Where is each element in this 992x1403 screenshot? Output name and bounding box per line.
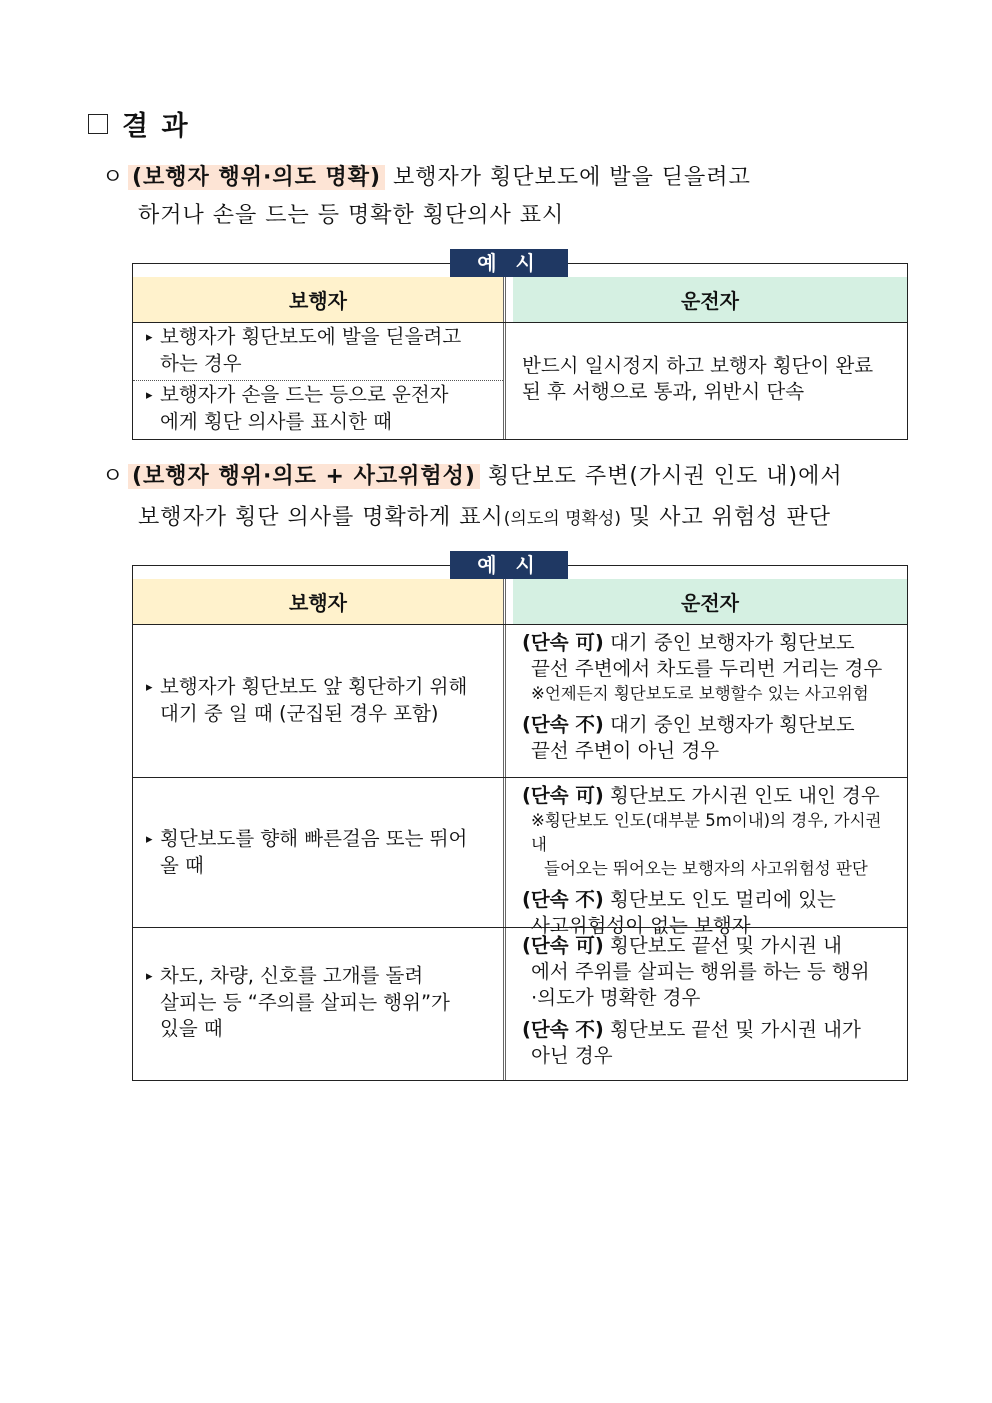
table1-row-rule bbox=[133, 380, 503, 381]
table2-row-1-yes-line2: 끝선 주변에서 차도를 두리번 거리는 경우 bbox=[531, 657, 883, 680]
item2-continuation bbox=[138, 500, 831, 537]
item1-text: 보행자가 횡단보도에 발을 딛을려고 bbox=[385, 165, 751, 190]
item1-line bbox=[102, 158, 751, 198]
table1-driver-cell bbox=[522, 353, 902, 405]
enforce-no-label: (단속 不) bbox=[522, 1018, 604, 1041]
table2-row-1-pedestrian bbox=[146, 674, 498, 727]
table2-row-2-ped-line2: 올 때 bbox=[160, 854, 204, 877]
table2-row-1-no-line1: 대기 중인 보행자가 횡단보도 bbox=[603, 713, 855, 736]
table1-header-rule bbox=[133, 322, 907, 323]
item1-highlight: (보행자 행위·의도 명확) bbox=[128, 165, 385, 190]
bullet-circle-icon: ㅇ bbox=[102, 165, 125, 190]
item2-line2c: 및 사고 위험성 판단 bbox=[620, 505, 831, 530]
table2-row-2-no-line1: 횡단보도 인도 멀리에 있는 bbox=[603, 888, 836, 911]
checkbox-square-icon bbox=[88, 114, 108, 134]
table2-row-3-yes-line1: 횡단보도 끝선 및 가시권 내 bbox=[603, 934, 842, 957]
item1-continuation: 하거나 손을 드는 등 명확한 횡단의사 표시 bbox=[138, 203, 565, 228]
table1-row-1-line2: 하는 경우 bbox=[160, 352, 242, 375]
table2-row-3-no-line1: 횡단보도 끝선 및 가시권 내가 bbox=[603, 1018, 861, 1041]
item2-line bbox=[102, 457, 843, 497]
table2-row-1-no-line2: 끝선 주변이 아닌 경우 bbox=[531, 739, 720, 762]
enforce-yes-label: (단속 可) bbox=[522, 784, 604, 807]
table1-row-2-line1: 보행자가 손을 드는 등으로 운전자 bbox=[160, 383, 449, 406]
item2-line2a: 보행자가 횡단 의사를 명확하게 표시 bbox=[138, 505, 504, 530]
table2-row-2-note1: ※횡단보도 인도(대부분 5m이내)의 경우, 가시권 내 bbox=[531, 811, 882, 854]
table1-driver-line1: 반드시 일시정지 하고 보행자 횡단이 완료 bbox=[522, 354, 874, 377]
table1-header-driver: 운전자 bbox=[513, 277, 907, 322]
table2-row-3-ped-line3: 있을 때 bbox=[160, 1017, 223, 1040]
enforce-no-label: (단속 不) bbox=[522, 888, 604, 911]
enforce-yes-label: (단속 可) bbox=[522, 631, 604, 654]
table2-row-2-note2: 들어오는 뛰어오는 보행자의 사고위험성 판단 bbox=[544, 859, 868, 878]
triangle-bullet-icon: ▸ bbox=[146, 388, 153, 403]
table2-row-3-no-line2: 아닌 경우 bbox=[531, 1044, 613, 1067]
table2-header-driver: 운전자 bbox=[513, 579, 907, 624]
enforce-yes-label: (단속 可) bbox=[522, 934, 604, 957]
table1-column-divider bbox=[503, 277, 506, 439]
table2-column-divider bbox=[503, 579, 506, 1080]
item2-highlight: (보행자 행위·의도 + 사고위험성) bbox=[128, 464, 480, 489]
triangle-bullet-icon: ▸ bbox=[146, 330, 153, 345]
table2-row-1-driver bbox=[522, 630, 902, 764]
table2-row-3-driver bbox=[522, 933, 902, 1069]
table2-row-1-yes-line1: 대기 중인 보행자가 횡단보도 bbox=[603, 631, 855, 654]
table2-row-3-yes-line3: ·의도가 명확한 경우 bbox=[531, 986, 701, 1009]
triangle-bullet-icon: ▸ bbox=[146, 832, 153, 847]
table1-row-2 bbox=[146, 382, 498, 435]
table1-row-1-line1: 보행자가 횡단보도에 발을 딛을려고 bbox=[160, 325, 462, 348]
table2-row-rule-1 bbox=[133, 777, 907, 778]
triangle-bullet-icon: ▸ bbox=[146, 680, 153, 695]
table2-row-2-no-line2: 사고위험성이 없는 보행자 bbox=[531, 914, 751, 937]
table2-row-3-ped-line1: 차도, 차량, 신호를 고개를 돌려 bbox=[160, 964, 424, 987]
section-title bbox=[88, 104, 190, 143]
table2-row-1-ped-line2: 대기 중 일 때 (군집된 경우 포함) bbox=[160, 702, 439, 725]
table2-row-1-ped-line1: 보행자가 횡단보도 앞 횡단하기 위해 bbox=[160, 675, 468, 698]
table2-row-2-yes-line1: 횡단보도 가시권 인도 내인 경우 bbox=[603, 784, 880, 807]
table2-row-3-yes-line2: 에서 주위를 살피는 행위를 하는 등 행위 bbox=[531, 960, 870, 983]
table2-header-rule bbox=[133, 624, 907, 625]
item2-text: 횡단보도 주변(가시권 인도 내)에서 bbox=[479, 464, 843, 489]
enforce-no-label: (단속 不) bbox=[522, 713, 604, 736]
example-tag-1: 예 시 bbox=[450, 249, 568, 277]
table2-row-3-pedestrian bbox=[146, 963, 498, 1042]
table1-row-1 bbox=[146, 324, 498, 377]
bullet-circle-icon: ㅇ bbox=[102, 464, 125, 489]
item2-line2b: (의도의 명확성) bbox=[503, 509, 621, 529]
table1-header-pedestrian: 보행자 bbox=[133, 277, 503, 322]
example-tag-2: 예 시 bbox=[450, 551, 568, 579]
section-title-text: 결 과 bbox=[122, 111, 190, 142]
triangle-bullet-icon: ▸ bbox=[146, 969, 153, 984]
table1-row-2-line2: 에게 횡단 의사를 표시한 때 bbox=[160, 410, 393, 433]
table2-header-pedestrian: 보행자 bbox=[133, 579, 503, 624]
table2-row-2-driver bbox=[522, 783, 902, 939]
table2-row-1-note: ※언제든지 횡단보도로 보행할수 있는 사고위험 bbox=[531, 684, 869, 703]
table1-driver-line2: 된 후 서행으로 통과, 위반시 단속 bbox=[522, 380, 805, 403]
table2-row-2-pedestrian bbox=[146, 826, 498, 879]
table2-row-2-ped-line1: 횡단보도를 향해 빠른걸음 또는 뛰어 bbox=[160, 827, 468, 850]
table2-row-3-ped-line2: 살피는 등 “주의를 살피는 행위”가 bbox=[160, 991, 450, 1014]
